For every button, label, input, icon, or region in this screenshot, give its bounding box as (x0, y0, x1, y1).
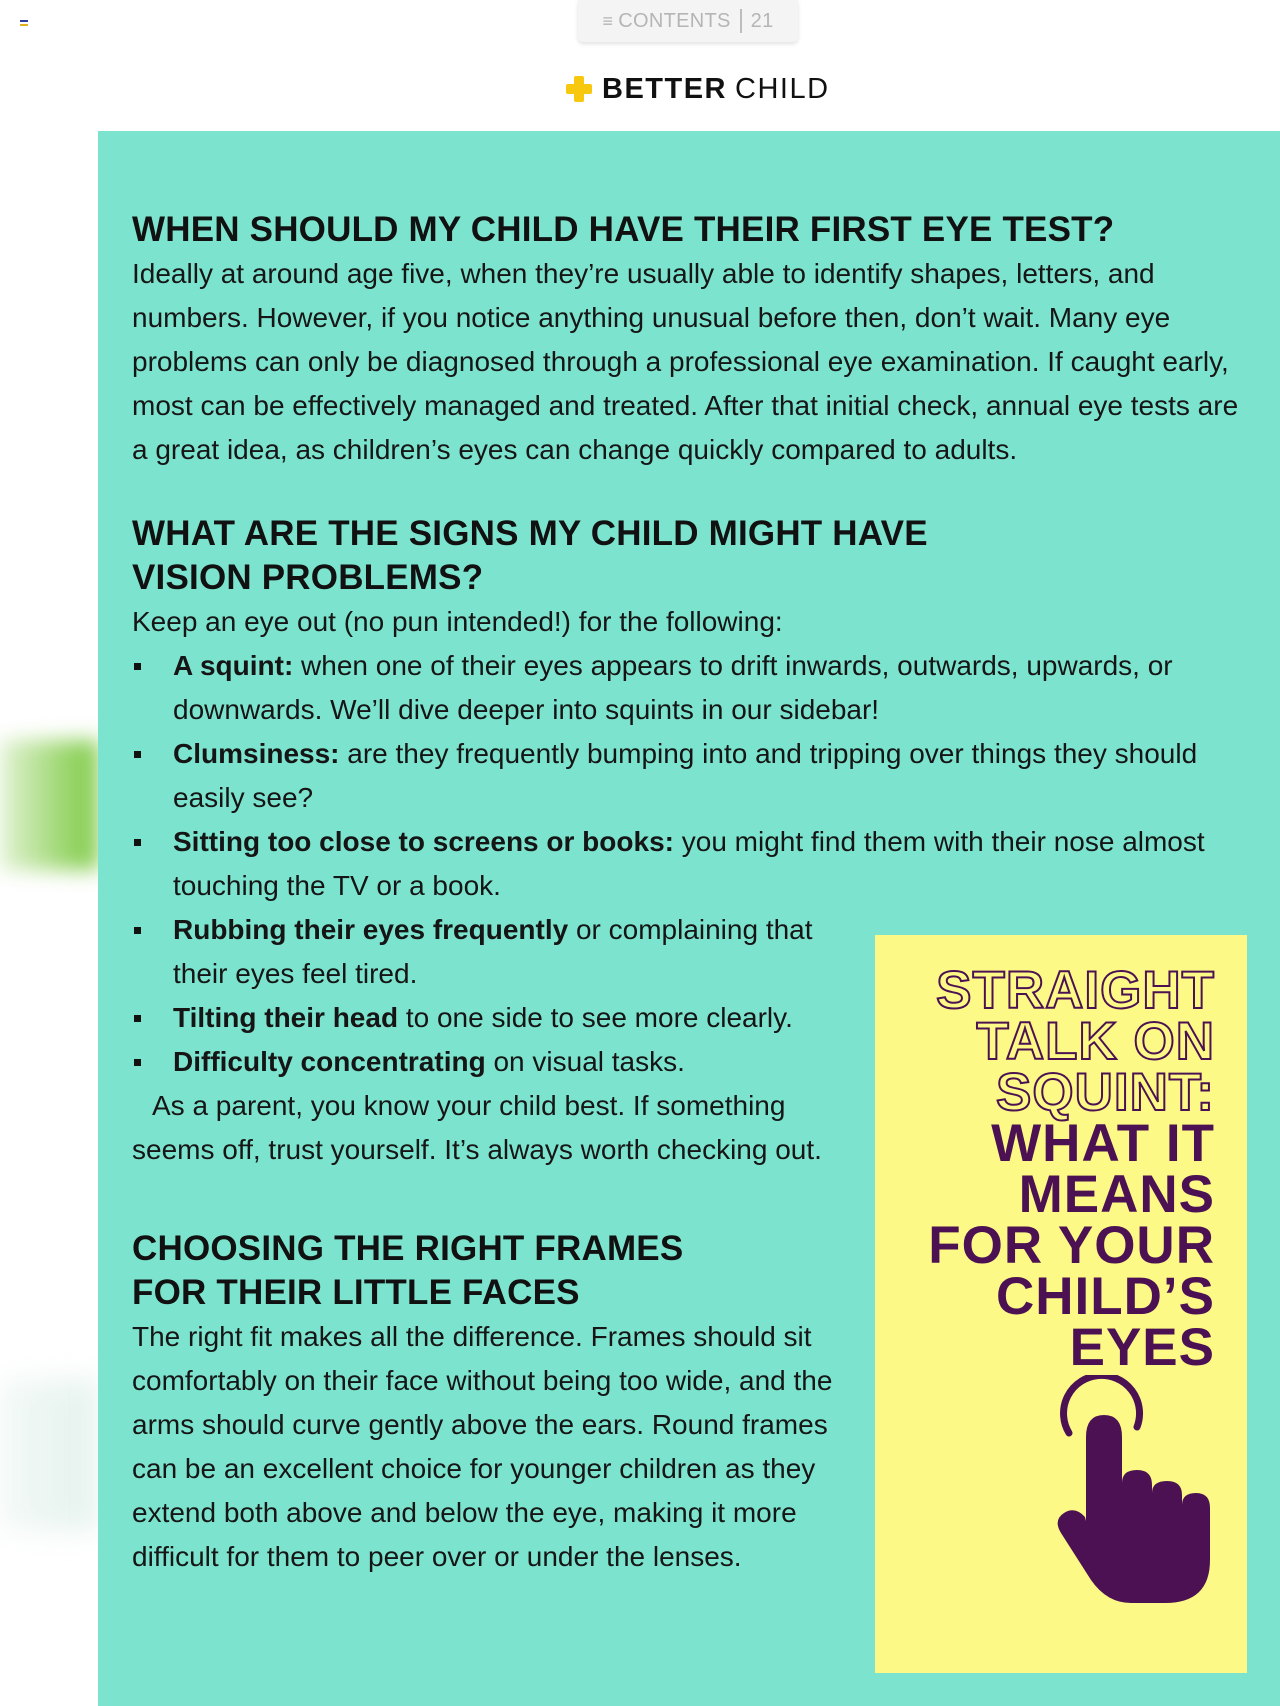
list-item: Tilting their head to one side to see more clearly. (132, 996, 893, 1040)
language-flag-icon[interactable] (20, 20, 28, 26)
squint-sidebar-link[interactable] (875, 935, 1247, 1673)
page-number: 21 (750, 9, 774, 32)
plus-cross-icon (566, 76, 592, 102)
section-brand (566, 72, 830, 106)
menu-icon: ≡ (602, 10, 614, 31)
brand-regular: CHILD (735, 72, 830, 105)
list-item: Sitting too close to screens or books: you might find them with their nose almost touching the TV or a book. (132, 820, 1252, 908)
list-item: Clumsiness: are they frequently bumping into and tripping over things they should easily see? (132, 732, 1252, 820)
section-body: Ideally at around age five, when they’re usually able to identify shapes, letters, and numbers. However, if you notice anything unusual before then, don’t wait. Many eye problems can only be diagnosed through a professional eye examination. If caught early, most can be effectively managed and treated. After that initial check, annual eye tests are a great idea, as children’s eyes can change quickly compared to adults. (132, 258, 1239, 465)
section-heading: CHOOSING THE RIGHT FRAMES FOR THEIR LITTLE FACES (132, 1229, 684, 1312)
contents-label: CONTENTS (618, 9, 731, 32)
section-heading: WHAT ARE THE SIGNS MY CHILD MIGHT HAVE VISION PROBLEMS? (132, 514, 928, 597)
list-item: A squint: when one of their eyes appears to drift inwards, outwards, upwards, or downwards. We’ll dive deeper into squints in our sidebar! (132, 644, 1252, 732)
section-body: The right fit makes all the difference. Frames should sit comfortably on their face without being too wide, and the arms should curve gently above the ears. Round frames can be an excellent choice for younger children as they extend both above and below the eye, making it more difficult for them to peer over or under the lenses. (132, 1321, 833, 1572)
section-closing: As a parent, you know your child best. If something seems off, trust yourself. It’s always worth checking out. (132, 1090, 822, 1165)
section-heading: WHEN SHOULD MY CHILD HAVE THEIR FIRST EYE TEST? (132, 210, 1115, 249)
list-item: Difficulty concentrating on visual tasks. (132, 1040, 893, 1084)
sidebar-title: STRAIGHT TALK ON SQUINT: WHAT IT MEANS FOR YOUR CHILD’S EYES (928, 961, 1215, 1377)
tap-hand-icon (1055, 1375, 1225, 1605)
brand-bold: BETTER (602, 72, 727, 105)
background-image-fragment-lower (0, 1380, 98, 1530)
background-image-fragment (0, 740, 100, 870)
section-intro: Keep an eye out (no pun intended!) for the following: (132, 606, 783, 637)
divider (740, 9, 742, 33)
list-item: Rubbing their eyes frequently or complaining that their eyes feel tired. (132, 908, 853, 996)
contents-button[interactable] (578, 0, 798, 42)
